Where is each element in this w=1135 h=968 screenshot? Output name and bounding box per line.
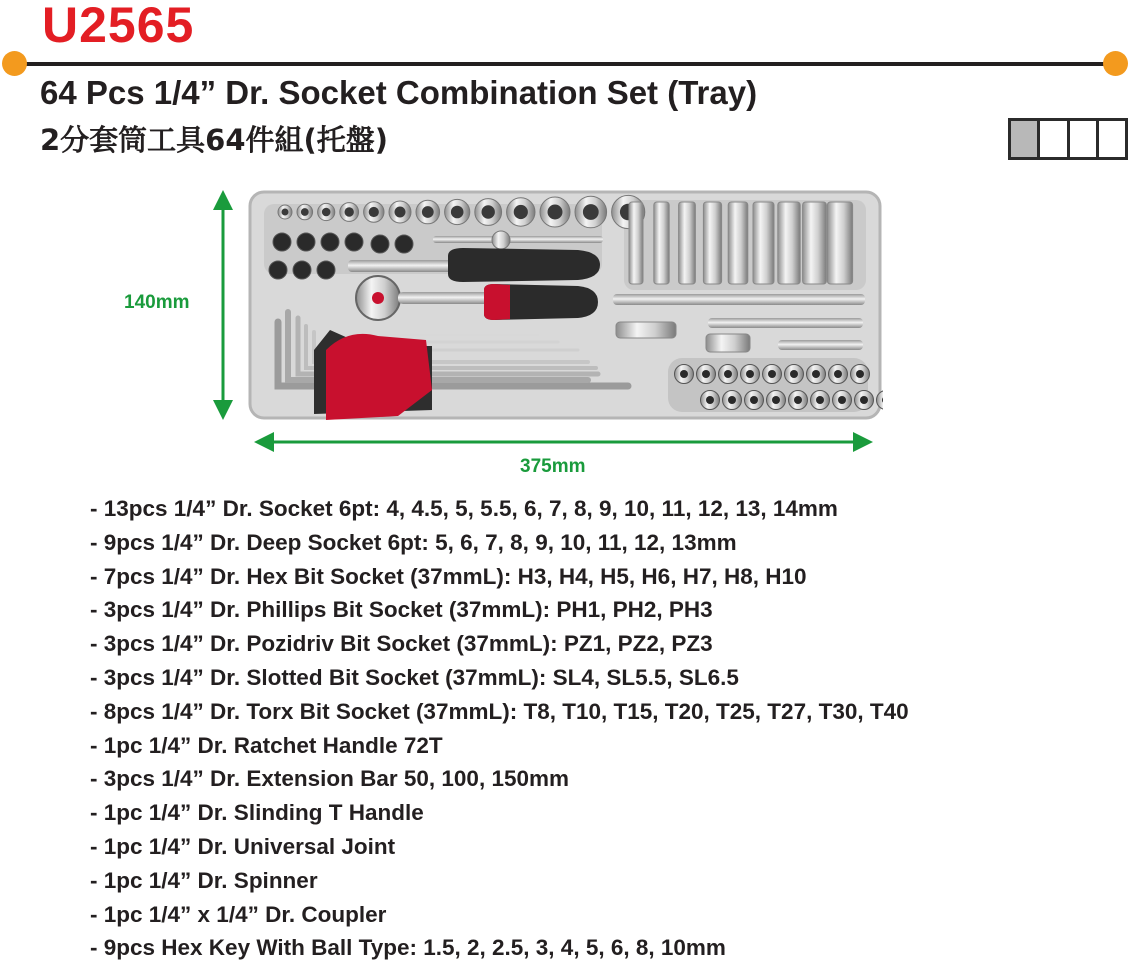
deep-socket xyxy=(703,202,721,284)
deep-socket-row xyxy=(629,202,853,284)
extension-bar-50 xyxy=(778,340,863,350)
spec-item: - 13pcs 1/4” Dr. Socket 6pt: 4, 4.5, 5, 5.5, 6, 7, 8, 9, 10, 11, 12, 13, 14mm xyxy=(90,496,838,521)
spec-item: - 1pc 1/4” x 1/4” Dr. Coupler xyxy=(90,901,387,927)
width-label: 375mm xyxy=(520,456,586,477)
t-handle xyxy=(433,236,603,243)
spec-item: - 9pcs Hex Key With Ball Type: 1.5, 2, 2.5, 3, 4, 5, 6, 8, 10mm xyxy=(90,935,726,961)
deep-socket xyxy=(629,202,643,284)
spec-item: - 1pc 1/4” Dr. Ratchet Handle 72T xyxy=(90,732,443,758)
spec-item: - 3pcs 1/4” Dr. Extension Bar 50, 100, 150mm xyxy=(90,766,569,792)
height-arrow-bottom xyxy=(213,400,233,420)
width-arrow-left xyxy=(254,432,274,452)
socket-tray-image xyxy=(248,190,883,422)
deep-socket xyxy=(753,202,774,284)
spec-item: - 1pc 1/4” Dr. Slinding T Handle xyxy=(90,800,424,826)
spec-item: - 3pcs 1/4” Dr. Pozidriv Bit Socket (37mmL): PZ1, PZ2, PZ3 xyxy=(90,631,713,657)
spec-item: - 7pcs 1/4” Dr. Hex Bit Socket (37mmL): H3, H4, H5, H6, H7, H8, H10 xyxy=(90,563,807,589)
width-arrow-right xyxy=(853,432,873,452)
spec-item: - 9pcs 1/4” Dr. Deep Socket 6pt: 5, 6, 7, 8, 9, 10, 11, 12, 13mm xyxy=(90,529,737,555)
product-title-en: 64 Pcs 1/4” Dr. Socket Combination Set (Tray) xyxy=(40,74,758,111)
spec-item: - 3pcs 1/4” Dr. Slotted Bit Socket (37mmL): SL4, SL5.5, SL6.5 xyxy=(90,664,739,690)
coupler xyxy=(706,334,750,352)
product-title-zh: 2分套筒工具64件組(托盤) xyxy=(40,123,389,157)
height-label: 140mm xyxy=(124,292,190,313)
product-code: U2565 xyxy=(42,0,195,53)
spec-item: - 1pc 1/4” Dr. Spinner xyxy=(90,867,318,893)
spec-list xyxy=(90,492,909,965)
spec-item: - 3pcs 1/4” Dr. Phillips Bit Socket (37mmL): PH1, PH2, PH3 xyxy=(90,597,713,623)
deep-socket xyxy=(803,202,827,284)
universal-joint xyxy=(616,322,676,338)
deep-socket xyxy=(827,202,852,284)
deep-socket xyxy=(679,202,696,284)
extension-bar-150 xyxy=(613,294,865,305)
deep-socket xyxy=(654,202,669,284)
height-arrow-top xyxy=(213,190,233,210)
spec-item: - 8pcs 1/4” Dr. Torx Bit Socket (37mmL): T8, T10, T15, T20, T25, T27, T30, T40 xyxy=(90,698,909,724)
spinner-handle xyxy=(448,248,600,282)
extension-bar-100 xyxy=(708,318,863,328)
spec-item: - 1pc 1/4” Dr. Universal Joint xyxy=(90,833,396,859)
deep-socket xyxy=(728,202,748,284)
deep-socket xyxy=(778,202,800,284)
